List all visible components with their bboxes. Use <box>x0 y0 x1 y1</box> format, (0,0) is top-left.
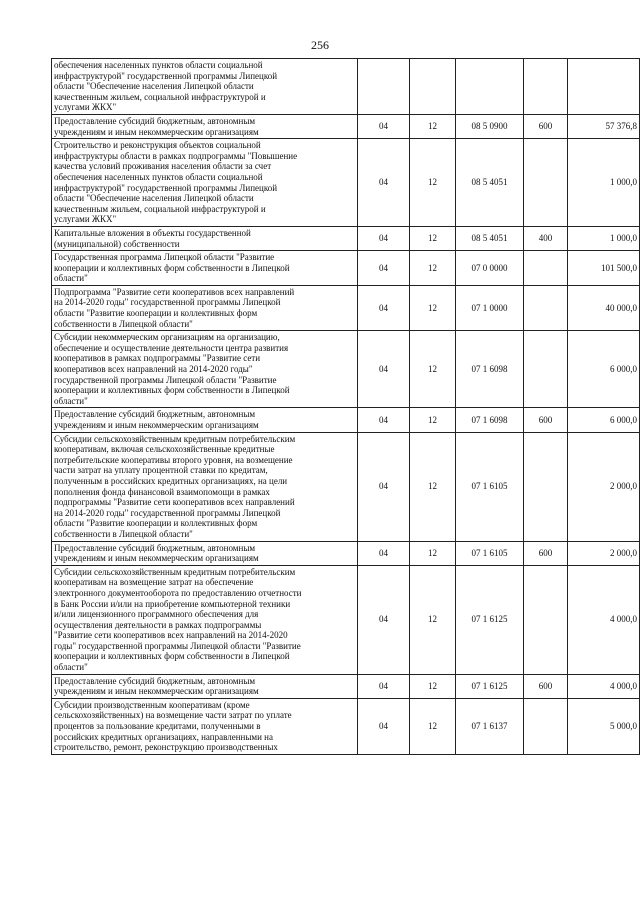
amount: 5 000,0 <box>568 698 640 754</box>
table-row <box>52 251 640 286</box>
target-article-code: 08 5 4051 <box>456 139 524 227</box>
target-article-code: 07 1 6137 <box>456 698 524 754</box>
subsection-code: 12 <box>410 565 456 674</box>
table-row <box>52 432 640 541</box>
description-line: строительство, ремонт, реконструкцию производственных <box>54 742 278 753</box>
row-description <box>52 251 358 286</box>
description-line: в Банк России и/или на приобретение компьютерной техники <box>54 598 291 609</box>
description-line: кооперации и коллективных форм собственности в Липецкой <box>54 651 290 662</box>
description-line: Подпрограмма "Развитие сети кооперативов всех направлений <box>54 286 295 297</box>
description-line: кооперативам на возмещение затрат на обеспечение <box>54 577 254 588</box>
amount: 2 000,0 <box>568 541 640 565</box>
description-line: области "Развитие кооперации и коллективных форм <box>54 308 258 319</box>
description-line: на 2014-2020 годы" государственной программы Липецкой <box>54 297 281 308</box>
amount: 1 000,0 <box>568 226 640 250</box>
row-description <box>52 541 358 565</box>
table-row <box>52 565 640 674</box>
description-line: области "Обеспечение населения Липецкой области <box>54 81 254 92</box>
description-line: услугами ЖКХ" <box>54 214 117 225</box>
row-description <box>52 674 358 698</box>
section-code: 04 <box>358 698 410 754</box>
description-line: инфраструктурой" государственной программы Липецкой <box>54 182 278 193</box>
description-line: качества условий проживания населения области за счет <box>54 161 272 172</box>
description-line: Субсидии некоммерческим организациям на организацию, <box>54 332 280 343</box>
amount: 6 000,0 <box>568 331 640 408</box>
description-line: учреждениям и иным некоммерческим организациям <box>54 420 259 430</box>
subsection-code: 12 <box>410 139 456 227</box>
description-line: обеспечение и осуществление деятельности центра развития <box>54 342 289 353</box>
expense-type-code <box>524 331 568 408</box>
description-line: кооперативов всех направлений на 2014-2020 годы" <box>54 364 253 375</box>
target-article-code: 07 1 6098 <box>456 408 524 432</box>
target-article-code: 07 1 6105 <box>456 432 524 541</box>
row-description <box>52 408 358 432</box>
description-line: собственности в Липецкой области" <box>54 528 193 539</box>
description-line: Капитальные вложения в объекты государственной <box>54 227 251 238</box>
description-line: учреждениям и иным некоммерческим организациям <box>54 553 259 564</box>
row-description <box>52 226 358 250</box>
description-line: подпрограммы "Развитие сети кооперативов всех направлений <box>54 497 295 508</box>
description-line: обеспечения населенных пунктов области социальной <box>54 171 263 182</box>
subsection-code: 12 <box>410 698 456 754</box>
row-description <box>52 331 358 408</box>
amount: 57 376,8 <box>568 114 640 138</box>
description-line: Предоставление субсидий бюджетным, автономным <box>54 115 256 126</box>
description-line: сельскохозяйственных) на возмещение части затрат по уплате <box>54 710 292 721</box>
section-code: 04 <box>358 331 410 408</box>
table-row <box>52 541 640 565</box>
subsection-code: 12 <box>410 331 456 408</box>
description-line: кооперации и коллективных форм собственности в Липецкой <box>54 262 290 273</box>
amount: 101 500,0 <box>568 251 640 286</box>
description-line: российских кредитных организациях, направленными на <box>54 731 273 742</box>
row-description <box>52 139 358 227</box>
target-article-code: 08 5 0900 <box>456 114 524 138</box>
section-code: 04 <box>358 285 410 330</box>
subsection-code: 12 <box>410 285 456 330</box>
target-article-code: 07 1 6125 <box>456 674 524 698</box>
description-line: Государственная программа Липецкой области "Развитие <box>54 252 275 263</box>
budget-table-body <box>52 59 640 755</box>
description-line: (муниципальной) собственности <box>54 238 180 249</box>
budget-table <box>51 58 640 755</box>
expense-type-code: 600 <box>524 114 568 138</box>
amount: 4 000,0 <box>568 565 640 674</box>
description-line: пополнения фонда финансовой взаимопомощи в рамках <box>54 486 270 497</box>
section-code: 04 <box>358 565 410 674</box>
section-code <box>358 59 410 115</box>
description-line: годы" государственной программы Липецкой области "Развитие <box>54 640 301 651</box>
description-line: Субсидии сельскохозяйственным кредитным потребительским <box>54 433 296 444</box>
amount: 2 000,0 <box>568 432 640 541</box>
amount: 1 000,0 <box>568 139 640 227</box>
table-row <box>52 674 640 698</box>
description-line: Предоставление субсидий бюджетным, автономным <box>54 409 256 420</box>
section-code: 04 <box>358 251 410 286</box>
subsection-code: 12 <box>410 408 456 432</box>
description-line: на 2014-2020 годы" государственной программы Липецкой <box>54 507 281 518</box>
description-line: учреждениям и иным некоммерческим организациям <box>54 686 259 697</box>
expense-type-code <box>524 565 568 674</box>
description-line: кооперации и коллективных форм собственности в Липецкой <box>54 385 290 396</box>
row-description <box>52 285 358 330</box>
description-line: инфраструктуры области в рамках подпрограммы "Повышение <box>54 150 298 161</box>
description-line: кооперативам, включая сельскохозяйственные кредитные <box>54 444 275 455</box>
subsection-code: 12 <box>410 226 456 250</box>
amount: 6 000,0 <box>568 408 640 432</box>
subsection-code: 12 <box>410 432 456 541</box>
description-line: государственной программы Липецкой области "Развитие <box>54 374 277 385</box>
description-line: части затрат на уплату процентной ставки по кредитам, <box>54 465 268 476</box>
description-line: и/или лицензионного программного обеспечения для <box>54 609 259 620</box>
description-line: услугами ЖКХ" <box>54 102 117 113</box>
description-line: области" <box>54 395 88 406</box>
section-code: 04 <box>358 432 410 541</box>
subsection-code: 12 <box>410 114 456 138</box>
section-code: 04 <box>358 541 410 565</box>
description-line: собственности в Липецкой области" <box>54 318 193 329</box>
description-line: Субсидии производственным кооперативам (кроме <box>54 699 250 710</box>
table-row <box>52 408 640 432</box>
section-code: 04 <box>358 674 410 698</box>
amount <box>568 59 640 115</box>
expense-type-code: 400 <box>524 226 568 250</box>
row-description <box>52 565 358 674</box>
expense-type-code <box>524 139 568 227</box>
subsection-code: 12 <box>410 541 456 565</box>
description-line: Субсидии сельскохозяйственным кредитным потребительским <box>54 566 296 577</box>
subsection-code <box>410 59 456 115</box>
amount: 4 000,0 <box>568 674 640 698</box>
page-number: 256 <box>311 38 329 52</box>
expense-type-code <box>524 59 568 115</box>
row-description <box>52 59 358 115</box>
expense-type-code: 600 <box>524 674 568 698</box>
expense-type-code <box>524 432 568 541</box>
description-line: учреждениям и иным некоммерческим организациям <box>54 126 259 137</box>
section-code: 04 <box>358 226 410 250</box>
description-line: обеспечения населенных пунктов области социальной <box>54 60 263 70</box>
description-line: осуществления деятельности в рамках подпрограммы <box>54 619 262 630</box>
description-line: качественным жильем, социальной инфраструктурой и <box>54 91 266 102</box>
description-line: качественным жильем, социальной инфраструктурой и <box>54 203 266 214</box>
section-code: 04 <box>358 114 410 138</box>
expense-type-code <box>524 698 568 754</box>
row-description <box>52 432 358 541</box>
expense-type-code <box>524 251 568 286</box>
section-code: 04 <box>358 139 410 227</box>
target-article-code <box>456 59 524 115</box>
row-description <box>52 698 358 754</box>
table-row <box>52 285 640 330</box>
table-row <box>52 59 640 115</box>
target-article-code: 07 0 0000 <box>456 251 524 286</box>
description-line: Предоставление субсидий бюджетным, автономным <box>54 675 256 686</box>
description-line: полученным в российских кредитных организациях, на цели <box>54 475 288 486</box>
table-row <box>52 698 640 754</box>
target-article-code: 07 1 6098 <box>456 331 524 408</box>
table-row <box>52 226 640 250</box>
description-line: электронного документооборота по предоставлению отчетности <box>54 587 302 598</box>
description-line: потребительские кооперативы второго уровня, на возмещение <box>54 454 293 465</box>
target-article-code: 07 1 6105 <box>456 541 524 565</box>
description-line: области "Развитие кооперации и коллективных форм <box>54 518 258 529</box>
expense-type-code <box>524 285 568 330</box>
description-line: кооперативов в рамках подпрограммы "Развитие сети <box>54 353 261 364</box>
description-line: "Развитие сети кооперативов всех направлений на 2014-2020 <box>54 630 288 641</box>
row-description <box>52 114 358 138</box>
description-line: области" <box>54 662 88 673</box>
section-code: 04 <box>358 408 410 432</box>
subsection-code: 12 <box>410 251 456 286</box>
table-row <box>52 331 640 408</box>
target-article-code: 07 1 6125 <box>456 565 524 674</box>
table-row <box>52 114 640 138</box>
subsection-code: 12 <box>410 674 456 698</box>
description-line: области "Обеспечение населения Липецкой области <box>54 193 254 204</box>
target-article-code: 07 1 0000 <box>456 285 524 330</box>
description-line: Строительство и реконструкция объектов социальной <box>54 140 261 151</box>
expense-type-code: 600 <box>524 408 568 432</box>
description-line: инфраструктурой" государственной программы Липецкой <box>54 70 278 81</box>
description-line: области" <box>54 273 88 284</box>
amount: 40 000,0 <box>568 285 640 330</box>
description-line: Предоставление субсидий бюджетным, автономным <box>54 542 256 553</box>
expense-type-code: 600 <box>524 541 568 565</box>
table-row <box>52 139 640 227</box>
target-article-code: 08 5 4051 <box>456 226 524 250</box>
description-line: процентов за пользование кредитами, полученными в <box>54 721 261 732</box>
